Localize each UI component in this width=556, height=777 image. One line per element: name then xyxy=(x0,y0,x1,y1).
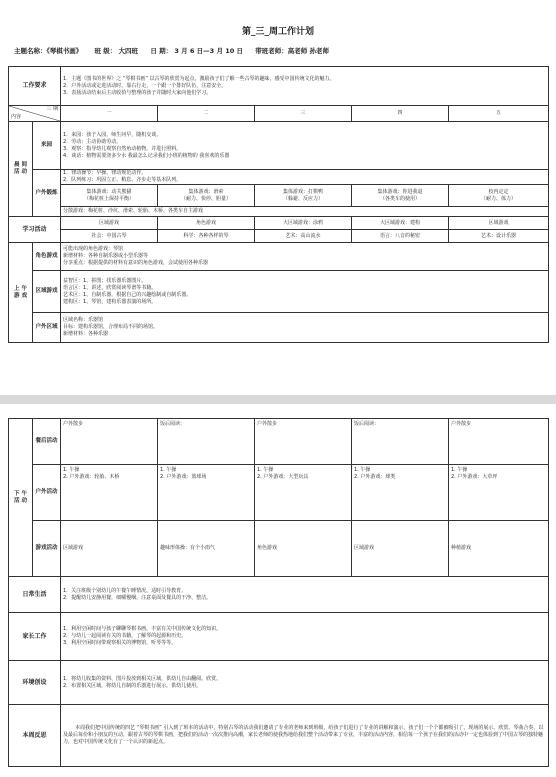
plan-table-1 xyxy=(8,66,549,343)
outdoor-exercise-rules xyxy=(61,170,549,185)
outdoor-game-1: 集体游戏：动关熊猫 （梅花桩上保持平衡） xyxy=(61,185,158,207)
afternoon-outdoor-5 xyxy=(449,465,549,521)
area-line-4: 建构区：1、琴馆，建构乐器表演的场所。 xyxy=(63,298,157,305)
arrival-line-2: 2．劳动：主动协助劳动。 xyxy=(63,138,122,145)
ao4-a: 1. 午操 xyxy=(354,467,371,473)
ao3-a: 1. 午操 xyxy=(257,467,274,473)
after-meal-4: 饭后阅读： xyxy=(352,419,449,465)
daily-life-label: 日常生活 xyxy=(9,577,61,613)
outdoor-game-3: 集体游戏：打棋鸭 （躲避、反应力） xyxy=(255,185,352,207)
arrival-line-1: 1．来园：孩子入园，师生问早，随机交谈。 xyxy=(63,131,162,138)
study-r1-5: 区域游戏 xyxy=(449,217,549,230)
parents-work-label: 家长工作 xyxy=(9,613,61,661)
reflection-label: 本周反思 xyxy=(9,705,61,767)
study-r1-3: 大区域游戏：涂鸦 xyxy=(255,217,352,230)
requirement-2: 2．户外活动或定进活动时，靠右行走，一个跟一个排好队伍，注意安全。 xyxy=(63,82,227,89)
role-line-3: 分享重点：根据提供的材料有意识的角色游戏，会试使用各种乐器 xyxy=(63,260,209,266)
study-r1-4: 大区域游戏：建构 xyxy=(352,217,449,230)
outdoor-rule-2: 2．队列练习：巩固立正、稍息、齐步走等基本队列。 xyxy=(63,177,182,183)
after-meal-3: 户外散步 xyxy=(255,419,352,465)
parents-work-content xyxy=(61,613,549,661)
parents-line-2: 2．与幼儿一起阅读有关的书籍，了解琴的起源和历史。 xyxy=(63,633,187,639)
info-line xyxy=(14,46,544,55)
outdoor-exercise-label: 户外锻炼 xyxy=(33,170,61,217)
parents-line-1: 1．利用空闲时间与孩子聊聊琴棋书画，丰富有关中国传统文化的知识。 xyxy=(63,626,222,632)
reflection-content: 本周我们把中国传统的四艺 “琴棋书画” 引入到了班本的活动中，特别古琴的活动我们邀请了专业的老师来到班级，给孩子们进行了专业的讲解和演示，孩子们一个个都被吸引了，现场的展示、欣赏、琴曲合奏，以及最后每份和小朋友的互动，跟着古琴的琴棋书画，把我们的活动一次次推向高潮，家长老师的使我热地给我们整个活动带来了专业，丰富的活动内容，相信每一个孩子在我们的活动中一定也体验到了中国古琴的独特魅力，也对中国传统文化有了一个认识的新起点。 xyxy=(61,705,549,767)
afternoon-game-1: 区域游戏 xyxy=(61,521,158,577)
afternoon-game-4: 区域游戏 xyxy=(352,521,449,577)
ao4-b: 2. 户外游戏：球类 xyxy=(354,474,396,480)
role-line-2: 新增材料：各种自制乐器或小型乐器等 xyxy=(63,253,149,259)
week-requirements-label: 工作要求 xyxy=(9,67,61,106)
week-requirements xyxy=(61,67,549,106)
study-r2-2: 科学：各种各样的琴 xyxy=(158,230,255,243)
afternoon-game-5: 种植游戏 xyxy=(449,521,549,577)
outarea-line-3: 新增材料：各种乐器 xyxy=(63,331,109,337)
study-r1-1: 区域游戏 xyxy=(61,217,158,230)
header-content-label: 内容 xyxy=(11,114,22,120)
page-title: 第_三_周工作计划 xyxy=(241,27,314,37)
environment-content xyxy=(61,661,549,705)
afternoon-label: 下 午 活 动 xyxy=(9,419,33,577)
morning-activities-label: 晨 间 活 动 xyxy=(9,122,33,217)
role-play-label: 角色游戏 xyxy=(33,243,61,271)
ao5-a: 1. 午操 xyxy=(451,467,468,473)
afternoon-game-3: 角色游戏 xyxy=(255,521,352,577)
teachers: 带班老师：高老师 孙老师 xyxy=(255,47,330,55)
area-line-1: 益智区：1、拼图；找乐器乐器图片。 xyxy=(63,277,147,284)
outdoor-area-content xyxy=(61,313,549,343)
day-header-5: 五 xyxy=(449,106,549,122)
area-games-content xyxy=(61,271,549,313)
ao3-b: 2. 户外游戏：大型玩具 xyxy=(257,474,309,480)
role-line-1: 可能出现的角色游戏：琴馆 xyxy=(63,246,124,252)
requirement-3: 3．表扬活动结束后主动收拾与整理的孩子并随时大家向他们学习。 xyxy=(63,89,212,96)
day-header-4: 四 xyxy=(352,106,449,122)
arrival-content xyxy=(61,122,549,170)
ao1-a: 1. 午操 xyxy=(63,467,80,473)
after-meal-1: 户外散步 xyxy=(61,419,158,465)
day-header-2: 二 xyxy=(158,106,255,122)
area-line-2: 语言区：1、讲述，欣赏阅读琴谱等书籍。 xyxy=(63,284,157,291)
daily-line-1: 1．关注班级个别幼儿的午餐午睡情况，适时引导教育。 xyxy=(63,587,187,594)
arrival-label: 来园 xyxy=(33,122,61,170)
afternoon-outdoor-1 xyxy=(61,465,158,521)
outdoor-free-games: 分散游戏：梅花桩、沙坑、滑索、轮胎、木桥、各类车自主游戏 xyxy=(61,207,549,217)
daily-line-2: 2．提醒幼儿安静用餐，细嚼慢咽，注意桌面及餐具的干净、整洁。 xyxy=(63,594,212,601)
after-meal-label: 餐后活动 xyxy=(33,419,61,465)
header-weekday-label: 三 期 xyxy=(46,106,59,112)
after-meal-2: 饭后阅读： xyxy=(158,419,255,465)
study-activities-label: 学习活动 xyxy=(9,217,61,243)
after-meal-5: 户外散步 xyxy=(449,419,549,465)
ao1-b: 2. 户外游戏：轮胎、木桥 xyxy=(63,474,120,480)
afternoon-outdoor-4 xyxy=(352,465,449,521)
area-line-3: 艺术区：1、自制乐器，根据自己的兴趣绘制或自制乐器。 xyxy=(63,291,192,298)
study-r2-4: 语言：八音的秘密 xyxy=(352,230,449,243)
theme-name: 主题名称：《琴棋书画》 xyxy=(14,47,83,55)
day-header-1: 一 xyxy=(61,106,158,122)
outdoor-rule-1: 1．律动操节：早操、律动规范动作。 xyxy=(63,170,147,176)
class-name: 班 级： 大四班 xyxy=(94,47,139,55)
page-2 xyxy=(0,404,556,777)
arrival-line-4: 4．谈话：植物需要浇多少水 我最怎么记录我们小班的植物的 我喜欢的乐器 xyxy=(63,152,230,159)
environment-label: 环境创设 xyxy=(9,661,61,705)
afternoon-outdoor-label: 户外活动 xyxy=(33,465,61,521)
arrival-line-3: 3．观察：指导幼儿观察自然角动植物，并进行照料。 xyxy=(63,145,182,152)
outdoor-area-label: 户外区域 xyxy=(33,313,61,343)
daily-life-content xyxy=(61,577,549,613)
parents-line-3: 3．利用空闲时间带观察相关的博物馆，听琴等等。 xyxy=(63,640,177,646)
role-play-content xyxy=(61,243,549,271)
env-line-2: 2．布置相关区域，将幼儿自制的乐器进行展示，供幼儿使用。 xyxy=(63,682,202,689)
plan-table-2 xyxy=(8,418,549,767)
afternoon-outdoor-2 xyxy=(158,465,255,521)
ao2-b: 2. 户外游戏：篮球场 xyxy=(160,474,207,480)
outarea-line-1: 区域名称：乐器馆 xyxy=(63,317,104,323)
header-diagonal-cell xyxy=(9,106,61,122)
afternoon-game-2: 趣味形体操：有个小雨气 xyxy=(158,521,255,577)
outdoor-game-2: 集体游戏：滑索 （耐力、快停、胆量） xyxy=(158,185,255,207)
day-header-3: 三 xyxy=(255,106,352,122)
study-r2-5: 艺术：设计乐器 xyxy=(449,230,549,243)
date-range: 日 期： 3 月 6 日—3 月 10 日 xyxy=(150,47,244,55)
study-r2-3: 艺术：高山流水 xyxy=(255,230,352,243)
area-games-label: 区域游戏 xyxy=(33,271,61,313)
afternoon-games-label: 游戏活动 xyxy=(33,521,61,577)
forenoon-games-label: 上 午 游 戏 xyxy=(9,243,33,343)
requirement-1: 1．主题《图书的世界》之 “琴棋书画” 以古琴的欣赏为起点，激励孩子们了解一些古琴的趣味，感受中国传统文化的魅力。 xyxy=(63,75,335,82)
study-r2-1: 社会：中国古琴 xyxy=(61,230,158,243)
env-line-1: 1．将幼儿收集的资料、图片投放到相关区域，供幼儿自由翻阅、欣赏。 xyxy=(63,675,222,682)
outdoor-game-5: 校内定定 （耐力、体力） xyxy=(449,185,549,207)
afternoon-outdoor-3 xyxy=(255,465,352,521)
outdoor-game-4: 集体游戏：你进我退 （各类车的使用） xyxy=(352,185,449,207)
ao5-b: 2. 户外游戏：大草坪 xyxy=(451,474,498,480)
study-r1-2: 角色游戏 xyxy=(158,217,255,230)
outarea-line-2: 目标：建构乐器馆，合理布局不同的场馆。 xyxy=(63,324,159,330)
ao2-a: 1. 午操 xyxy=(160,467,177,473)
